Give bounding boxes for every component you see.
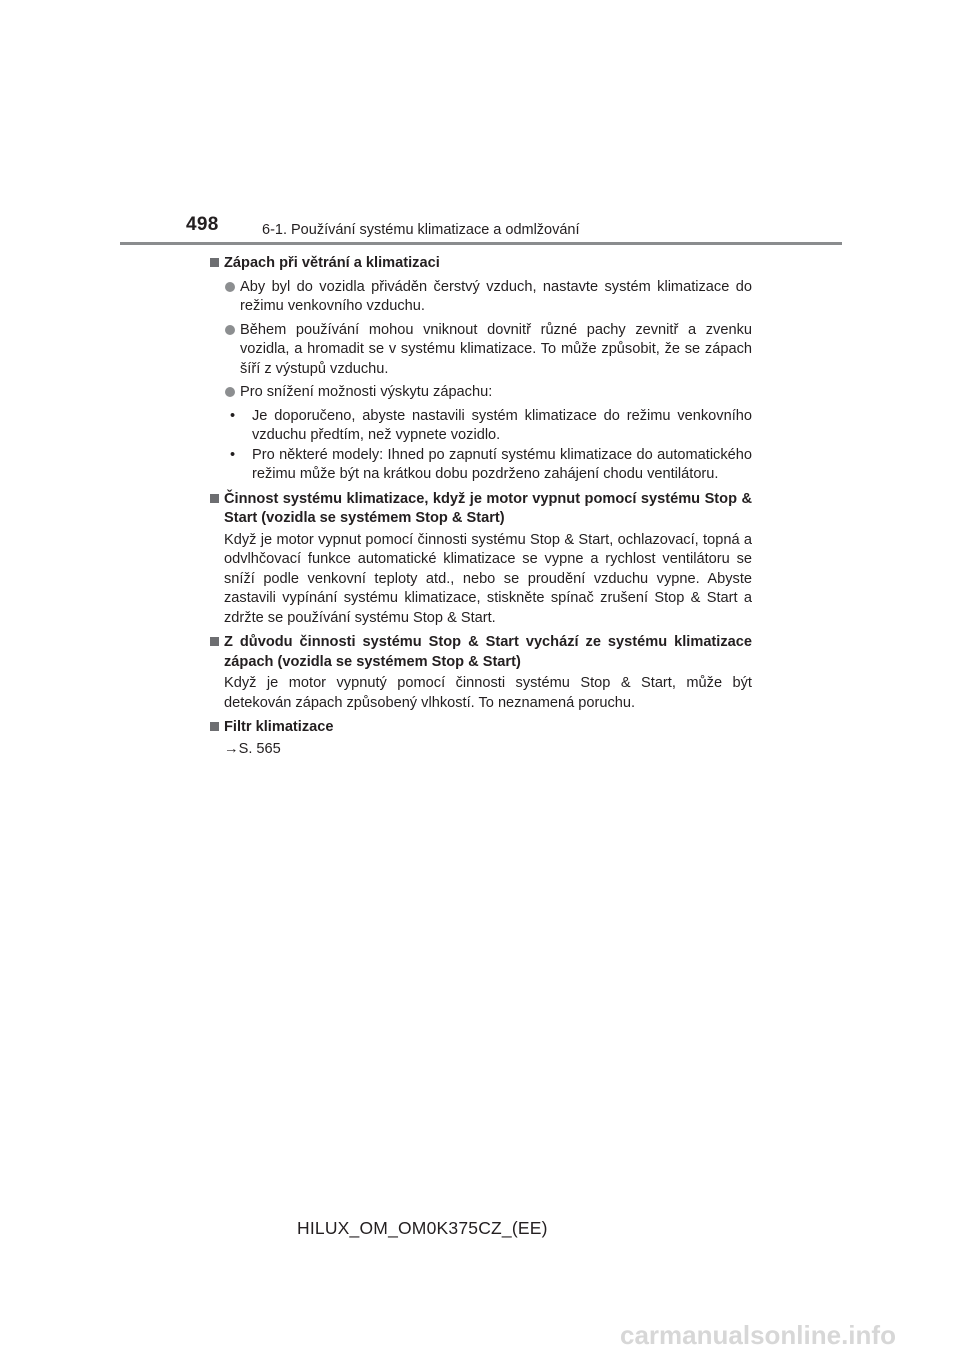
main-content [208,254,752,764]
section-square-icon [210,258,219,267]
section-title: Zápach při větrání a klimatizaci [224,255,440,271]
page-number: 498 [186,214,219,235]
section-title: Činnost systému klimatizace, když je motor vypnut pomocí systému Stop & Start (vozidla se systémem Stop & Start) [224,490,752,526]
section-paragraph: Když je motor vypnutý pomocí činnosti systému Stop & Start, může být detekován zápach způsobený vlhkostí. To neznamená poruchu. [224,675,752,711]
section-square-icon [210,637,219,646]
bullet-item: Během používání mohou vniknout dovnitř různé pachy zevnitř a zvenku vozidla, a hromadit se v systému klimatizace. To může způsobit, že se zápach šíří z výstupů vzduchu. [224,321,752,380]
bullet-item: Aby byl do vozidla přiváděn čerstvý vzduch, nastavte systém klimatizace do režimu venkovního vzduchu. [224,278,752,317]
document-code: HILUX_OM_OM0K375CZ_(EE) [297,1218,548,1238]
section-stop-start-operation [208,490,752,629]
section-paragraph: Když je motor vypnut pomocí činnosti systému Stop & Start, ochlazovací, topná a odvlhčovací funkce automatické klimatizace se vypne a rychlost ventilátoru se sníží podle venkovní teploty atd., nebo se proudění vzduchu vypne. Abyste zastavili vypínání systému klimatizace, stiskněte spínač zrušení Stop & Start a zdržte se používání systému Stop & Start. [224,531,752,626]
watermark-text: carmanualsonline.info [620,1320,896,1350]
section-stop-start-odor [208,633,752,713]
chapter-title: 6-1. Používání systému klimatizace a odmlžování [262,222,580,238]
bullet-dot-icon [225,325,235,335]
bullet-item: Pro snížení možnosti výskytu zápachu: [224,383,752,403]
header-rule [120,242,842,245]
page-reference-link[interactable]: →S. 565 [224,740,281,757]
section-square-icon [210,722,219,731]
section-title: Z důvodu činnosti systému Stop & Start vychází ze systému klimatizace zápach (vozidla se systémem Stop & Start) [224,634,752,670]
section-filter [208,718,752,759]
sub-list-item: • Je doporučeno, abyste nastavili systém klimatizace do režimu venkovního vzduchu předtím, než vypnete vozidlo. [230,407,752,443]
sub-list [224,407,752,485]
section-square-icon [210,494,219,503]
sub-bullet-icon: • [230,407,236,424]
sub-bullet-icon: • [230,446,236,463]
bullet-dot-icon [225,387,235,397]
sub-list-item: • Pro některé modely: Ihned po zapnutí systému klimatizace do automatického režimu může být na krátkou dobu pozdrženo zahájení chodu ventilátoru. [230,446,752,482]
section-odor [208,254,752,485]
bullet-dot-icon [225,282,235,292]
section-title: Filtr klimatizace [224,719,334,735]
